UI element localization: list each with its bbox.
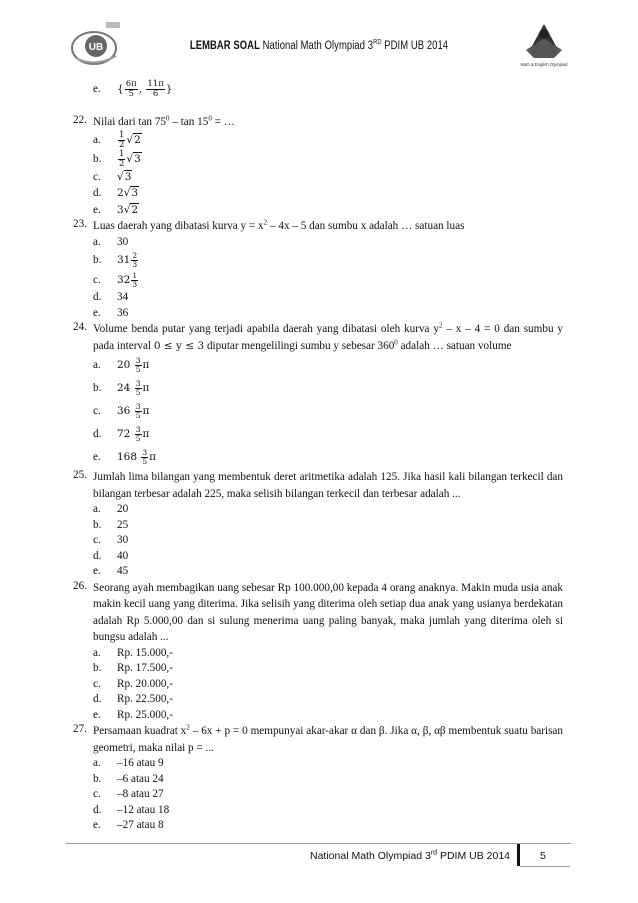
option-value: 2√3 xyxy=(117,187,139,199)
list-item xyxy=(93,677,563,693)
option-label: a. xyxy=(93,133,101,146)
option-value: 36 $\frac{3}{5}$ π xyxy=(117,402,150,420)
option-label: a. xyxy=(93,757,101,769)
option-label: e. xyxy=(93,203,101,216)
option-value: √2 xyxy=(126,133,141,146)
option-value: 36 xyxy=(117,306,129,319)
option-label: b. xyxy=(93,152,102,165)
list-item xyxy=(93,756,563,772)
list-item xyxy=(93,692,563,708)
option-value: 3√2 xyxy=(117,203,139,216)
list-item xyxy=(93,502,563,518)
list-item xyxy=(93,772,563,788)
option-label: c. xyxy=(93,274,101,286)
footer-separator xyxy=(517,844,520,866)
question-text: Luas daerah yang dibatasi kurva $y = x^2 - 4x - 5$ dan sumbu x adalah … satuan luas xyxy=(93,218,465,232)
header-title-tail: PDIM UB 2014 xyxy=(381,40,449,52)
option-value: Rp. 25.000,- xyxy=(117,708,173,721)
option-label: e. xyxy=(93,708,101,721)
question-list xyxy=(73,78,563,834)
option-label: b. xyxy=(93,518,102,531)
list-item xyxy=(93,235,563,251)
list-item xyxy=(93,423,563,446)
footer-text: National Math Olympiad 3rd PDIM UB 2014 xyxy=(310,849,510,862)
option-value: 34 xyxy=(117,291,129,303)
option-label: c. xyxy=(93,405,101,417)
fraction: $\frac{1}{2}$ xyxy=(119,148,125,169)
list-item xyxy=(93,306,563,322)
olympiad-logo xyxy=(514,16,574,72)
question-23 xyxy=(73,218,563,321)
option-value: –27 atau 8 xyxy=(117,819,164,831)
option-label: d. xyxy=(93,693,102,705)
list-item xyxy=(93,400,563,423)
option-label: e. xyxy=(93,83,101,95)
list-item xyxy=(93,787,563,803)
option-value: 25 xyxy=(117,518,129,531)
option-value: 32 $\frac{1}{3}$ xyxy=(117,270,138,289)
list-item xyxy=(93,518,563,534)
option-value: 24 $\frac{3}{5}$ π xyxy=(117,379,150,397)
option-value: –6 atau 24 xyxy=(117,772,164,785)
question-number: 24. xyxy=(73,321,87,333)
option-label: c. xyxy=(93,534,101,546)
option-value: 40 xyxy=(117,549,129,562)
question-number: 23. xyxy=(73,218,87,230)
list-item xyxy=(93,803,563,819)
option-value: 20 $\frac{3}{5}$ π xyxy=(117,356,150,374)
option-value: 168 $\frac{3}{5}$ π xyxy=(117,448,157,466)
question-number: 27. xyxy=(73,723,87,735)
option-label: e. xyxy=(93,819,101,831)
list-item xyxy=(93,708,563,724)
list-item xyxy=(93,533,563,549)
question-number: 25. xyxy=(73,469,87,481)
question-24 xyxy=(73,321,563,469)
fraction: $\frac{6\pi}{5}$ xyxy=(125,78,137,99)
question-number: 22. xyxy=(73,114,87,126)
option-value: –8 atau 27 xyxy=(117,788,164,800)
list-item xyxy=(93,446,563,469)
option-label: d. xyxy=(93,803,102,816)
question-text: Seorang ayah membagikan uang sebesar Rp 100.000,00 kepada 4 orang anaknya. Makin muda usia anak makin kecil uang yang diterima. Jika selisih yang diterima oleh setiap dua anak yang usianya berdekatan adalah Rp 5.000,00 dan si sulung menerima uang paling banyak, maka jumlah yang diterima oleh si bungsu adalah ... xyxy=(93,581,563,643)
fraction: $\frac{1}{2}$ xyxy=(119,129,125,150)
option-value: –12 atau 18 xyxy=(117,803,170,816)
logo-left-text: UB xyxy=(88,42,104,53)
footer-divider xyxy=(66,843,571,844)
option-label: b. xyxy=(93,254,102,266)
option-label: a. xyxy=(93,235,101,248)
question-25 xyxy=(73,469,563,580)
header-title-rest: National Math Olympiad 3 xyxy=(259,40,374,52)
question-text: Persamaan kuadrat $x^2 - 6x + p = 0$ mempunyai akar-akar α dan β. Jika α, β, αβ membentuk suatu barisan geometri, maka nilai p = ... xyxy=(93,723,563,754)
option-label: a. xyxy=(93,503,101,515)
list-item xyxy=(93,290,563,306)
list-item xyxy=(93,250,563,270)
option-label: e. xyxy=(93,306,101,319)
list-item xyxy=(93,185,563,202)
option-value: Rp. 15.000,- xyxy=(117,646,173,659)
option-label: b. xyxy=(93,662,102,674)
option-value: –16 atau 9 xyxy=(117,757,164,769)
option-label: c. xyxy=(93,788,101,800)
list-item xyxy=(93,646,563,662)
page-number: 5 xyxy=(540,850,546,862)
option-value: √3 xyxy=(117,170,132,183)
option-value: 72 $\frac{3}{5}$ π xyxy=(117,425,150,443)
option-label: d. xyxy=(93,291,102,303)
header-title-bold: LEMBAR SOAL xyxy=(189,40,260,52)
list-item xyxy=(93,270,563,290)
fraction: $\frac{11\pi}{6}$ xyxy=(147,78,164,99)
option-value: 20 xyxy=(117,503,129,515)
option-label: a. xyxy=(93,646,101,659)
list-item xyxy=(93,661,563,677)
option-label: d. xyxy=(93,187,102,199)
logo-right-text: Math & English Olympiad xyxy=(520,62,568,67)
option-value: √3 xyxy=(126,152,141,165)
list-item xyxy=(93,150,563,169)
question-text: Jumlah lima bilangan yang membentuk deret aritmetika adalah 125. Jika hasil kali bilangan terkecil dan bilangan terbesar adalah 225, maka selisih bilangan terkecil dan terbesar adalah ... xyxy=(93,471,563,500)
question-27 xyxy=(73,723,563,834)
question-text: Nilai dari $\tan 75^0$ – $\tan 15^0$ = … xyxy=(93,114,235,128)
list-item xyxy=(93,78,563,100)
option-value: 45 xyxy=(117,565,129,577)
option-label: d. xyxy=(93,428,102,440)
list-item xyxy=(93,377,563,400)
option-label: a. xyxy=(93,359,101,371)
option-value: 31 $\frac{2}{3}$ xyxy=(117,250,138,269)
list-item xyxy=(93,202,563,219)
header-title-sup: RD xyxy=(373,39,382,47)
question-text: Volume benda putar yang terjadi apabila daerah yang dibatasi oleh kurva $y^2 - x - 4 = 0$ dan sumbu y pada interval 0 ≤ y ≤ 3 diputar mengelilingi sumbu y sebesar $360^0$ adalah … satuan volume xyxy=(93,321,563,352)
list-item xyxy=(93,818,563,834)
option-value: 30 xyxy=(117,534,129,546)
option-label: b. xyxy=(93,382,102,394)
question-26 xyxy=(73,580,563,724)
option-label: e. xyxy=(93,451,101,463)
question-number: 26. xyxy=(73,579,87,592)
option-set: { $\frac{6\pi}{5}$ , $\frac{11\pi}{6}$ } xyxy=(117,78,173,99)
option-value: 30 xyxy=(117,235,129,248)
list-item xyxy=(93,169,563,186)
question-22 xyxy=(73,114,563,218)
option-value: Rp. 20.000,- xyxy=(117,677,173,690)
option-value: Rp. 17.500,- xyxy=(117,662,173,674)
option-label: d. xyxy=(93,549,102,562)
list-item xyxy=(93,564,563,580)
option-label: e. xyxy=(93,565,101,577)
option-label: c. xyxy=(93,677,101,690)
list-item xyxy=(93,131,563,150)
list-item xyxy=(93,549,563,565)
option-label: b. xyxy=(93,772,102,785)
option-value: Rp. 22.500,- xyxy=(117,693,173,705)
list-item xyxy=(93,354,563,377)
page-header-title xyxy=(57,40,580,52)
option-label: c. xyxy=(93,170,101,183)
